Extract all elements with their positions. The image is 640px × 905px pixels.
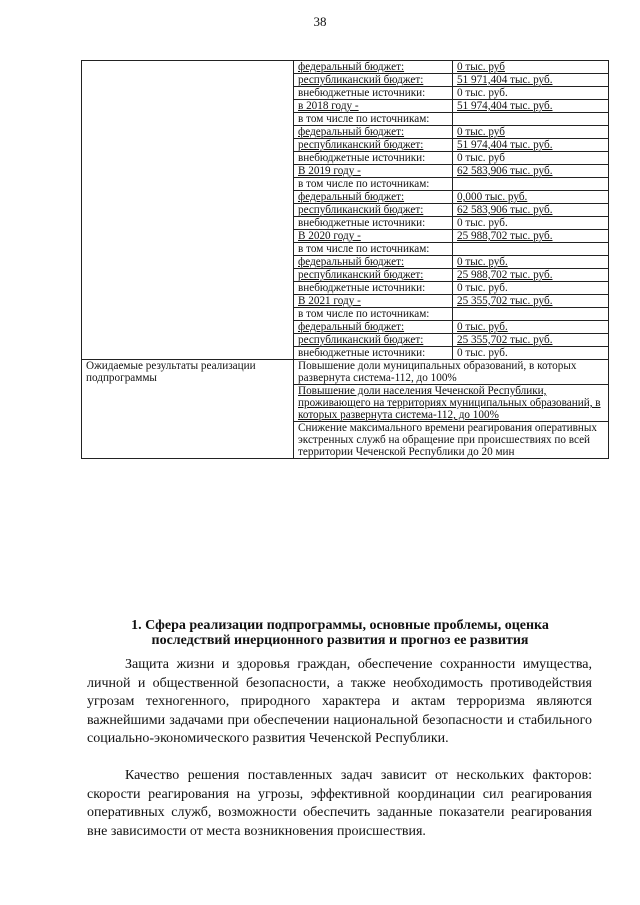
funding-value: 62 583,906 тыс. руб. (453, 204, 609, 217)
funding-value: 0 тыс. руб. (453, 87, 609, 100)
funding-value (453, 308, 609, 321)
funding-label: федеральный бюджет: (294, 61, 453, 74)
funding-table-body (82, 61, 609, 459)
funding-label: федеральный бюджет: (294, 256, 453, 269)
funding-label: республиканский бюджет: (294, 334, 453, 347)
funding-value: 0 тыс. руб (453, 61, 609, 74)
funding-value: 51 974,404 тыс. руб. (453, 139, 609, 152)
results-label: Ожидаемые результаты реализации подпрограммы (82, 360, 294, 459)
funding-value: 62 583,906 тыс. руб. (453, 165, 609, 178)
section-title: 1. Сфера реализации подпрограммы, основные проблемы, оценка последствий инерционного развития и прогноз ее развития (131, 618, 549, 648)
funding-value (453, 113, 609, 126)
result-item: Снижение максимального времени реагирования оперативных экстренных служб на обращение при происшествиях по всей территории Чеченской Республики до 20 мин (294, 422, 609, 459)
funding-label: республиканский бюджет: (294, 269, 453, 282)
funding-label: В 2021 году - (294, 295, 453, 308)
funding-label: федеральный бюджет: (294, 191, 453, 204)
page-number: 38 (313, 14, 327, 29)
funding-row (82, 61, 609, 74)
funding-value: 0 тыс. руб. (453, 321, 609, 334)
funding-label: внебюджетные источники: (294, 282, 453, 295)
funding-label: внебюджетные источники: (294, 87, 453, 100)
funding-left-cell (82, 61, 294, 360)
funding-value: 0 тыс. руб (453, 152, 609, 165)
funding-label: в том числе по источникам: (294, 178, 453, 191)
funding-value: 0,000 тыс. руб. (453, 191, 609, 204)
funding-label: в том числе по источникам: (294, 113, 453, 126)
funding-label: внебюджетные источники: (294, 152, 453, 165)
funding-label: В 2020 году - (294, 230, 453, 243)
funding-value: 51 971,404 тыс. руб. (453, 74, 609, 87)
result-item: Повышение доли муниципальных образований, в которых развернута система-112, до 100% (294, 360, 609, 385)
paragraph-2: Качество решения поставленных задач зависит от нескольких факторов: скорости реагирования на угрозы, эффективной координации сил реагирования оперативных служб, возможности обеспечить заданные показатели реагирования вне зависимости от места возникновения происшествия. (87, 768, 592, 839)
funding-value: 51 974,404 тыс. руб. (453, 100, 609, 113)
funding-label: в том числе по источникам: (294, 243, 453, 256)
funding-label: внебюджетные источники: (294, 217, 453, 230)
funding-value: 0 тыс. руб. (453, 282, 609, 295)
result-item: Повышение доли населения Чеченской Республики, проживающего на территориях муниципальных образований, в которых развернута система-112, до 100% (294, 385, 609, 422)
funding-value: 25 988,702 тыс. руб. (453, 269, 609, 282)
funding-label: федеральный бюджет: (294, 321, 453, 334)
funding-label: республиканский бюджет: (294, 204, 453, 217)
funding-value (453, 178, 609, 191)
funding-value (453, 243, 609, 256)
funding-label: республиканский бюджет: (294, 139, 453, 152)
funding-label: В 2019 году - (294, 165, 453, 178)
funding-value: 25 355,702 тыс. руб. (453, 295, 609, 308)
funding-label: внебюджетные источники: (294, 347, 453, 360)
funding-table (81, 60, 609, 459)
funding-label: федеральный бюджет: (294, 126, 453, 139)
funding-value: 25 988,702 тыс. руб. (453, 230, 609, 243)
paragraph-1: Защита жизни и здоровья граждан, обеспечение сохранности имущества, личной и общественной безопасности, а также необходимость противодействия угрозам техногенного, природного характера и актам терроризма являются важнейшими задачами при обеспечении национальной безопасности и стабильного социально-экономического развития Чеченской Республики. (87, 657, 592, 747)
funding-value: 0 тыс. руб. (453, 347, 609, 360)
funding-label: в 2018 году - (294, 100, 453, 113)
funding-value: 0 тыс. руб. (453, 217, 609, 230)
funding-label: в том числе по источникам: (294, 308, 453, 321)
funding-label: республиканский бюджет: (294, 74, 453, 87)
results-row (82, 360, 609, 385)
funding-value: 0 тыс. руб. (453, 256, 609, 269)
funding-value: 25 355,702 тыс. руб. (453, 334, 609, 347)
funding-value: 0 тыс. руб (453, 126, 609, 139)
